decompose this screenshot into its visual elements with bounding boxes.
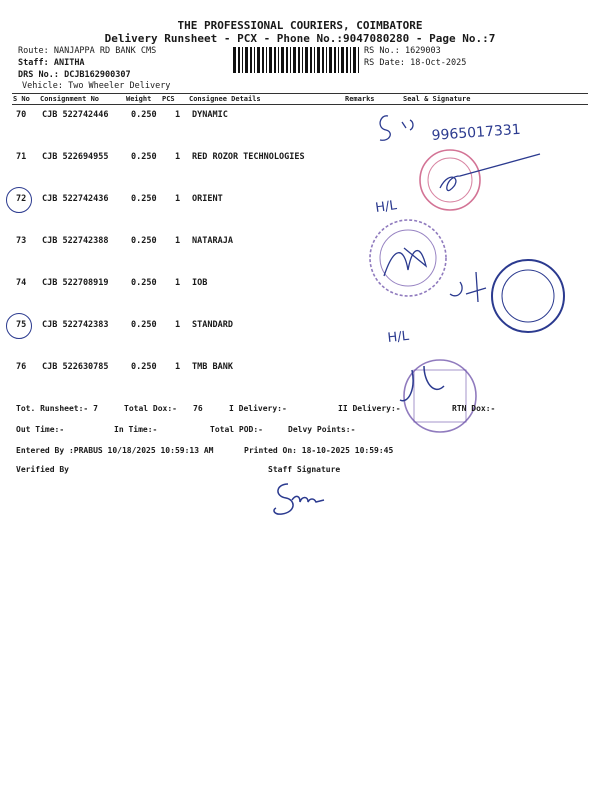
row-weight: 0.250	[131, 194, 157, 204]
handwritten-hl: H/L	[386, 328, 410, 346]
rs-no-label: RS No.:	[364, 46, 400, 56]
barcode-bar	[286, 47, 288, 73]
row-consignment: CJB 522742436	[42, 194, 109, 204]
barcode-bar	[341, 47, 344, 73]
row-pcs: 1	[175, 110, 181, 120]
signature-scribble	[384, 248, 426, 276]
row-sno: 71	[16, 152, 27, 162]
row-consignment: CJB 522630785	[42, 362, 109, 372]
barcode-bar	[350, 47, 351, 73]
row-consignee: STANDARD	[192, 320, 233, 330]
row-pcs: 1	[175, 278, 181, 288]
rs-date-line	[364, 58, 466, 68]
ii-delivery: II Delivery:-	[338, 404, 401, 413]
barcode-bar	[305, 47, 308, 73]
tot-runsheet: Tot. Runsheet:- 7	[16, 404, 98, 413]
route-line	[18, 46, 156, 56]
row-weight: 0.250	[131, 236, 157, 246]
route-label: Route:	[18, 46, 49, 56]
entered-by: Entered By :PRABUS 10/18/2025 10:59:13 AM	[16, 446, 214, 455]
row-consignment: CJB 522742383	[42, 320, 109, 330]
row-consignment: CJB 522694955	[42, 152, 109, 162]
in-time: In Time:-	[114, 425, 158, 434]
staff-signature-label: Staff Signature	[268, 465, 341, 474]
row-consignee: ORIENT	[192, 194, 223, 204]
barcode-bar	[245, 47, 248, 73]
header-rule-bottom	[12, 104, 588, 105]
seals-and-signatures	[340, 108, 590, 438]
handwritten-hl: H/L	[374, 198, 398, 216]
total-pod: Total POD:-	[210, 425, 263, 434]
vehicle-value: Two Wheeler Delivery	[68, 81, 171, 91]
col-weight: Weight	[126, 95, 152, 103]
barcode-bar	[266, 47, 267, 73]
runsheet-title: Delivery Runsheet - PCX - Phone No.:9047080280 - Page No.:7	[104, 32, 496, 45]
row-consignee: RED ROZOR TECHNOLOGIES	[192, 152, 305, 162]
row-pcs: 1	[175, 194, 181, 204]
row-consignment: CJB 522742388	[42, 236, 109, 246]
barcode-bar	[254, 47, 255, 73]
barcode	[233, 47, 359, 73]
col-pcs: PCS	[162, 95, 175, 103]
circle-mark-72	[6, 187, 32, 213]
col-consignee: Consignee Details	[189, 95, 261, 103]
barcode-bar	[310, 47, 312, 73]
vehicle-label: Vehicle:	[22, 81, 63, 91]
barcode-bar	[278, 47, 279, 73]
row-consignee: DYNAMIC	[192, 110, 228, 120]
barcode-bar	[281, 47, 284, 73]
stamp-icon	[370, 220, 446, 296]
drs-label: DRS No.:	[18, 70, 59, 80]
signature-scribble	[440, 154, 540, 191]
row-consignee: IOB	[192, 278, 208, 288]
row-sno: 73	[16, 236, 27, 246]
stamp-icon	[414, 370, 466, 422]
barcode-bar	[293, 47, 296, 73]
rs-date-value: 18-Oct-2025	[410, 58, 467, 68]
staff-line	[18, 58, 85, 68]
barcode-bar	[250, 47, 252, 73]
row-pcs: 1	[175, 320, 181, 330]
barcode-bar	[242, 47, 243, 73]
barcode-bar	[314, 47, 315, 73]
rs-date-label: RS Date:	[364, 58, 405, 68]
barcode-bar	[302, 47, 303, 73]
barcode-bar	[322, 47, 324, 73]
vehicle-line	[22, 81, 170, 91]
col-remarks: Remarks	[345, 95, 375, 103]
stamp-icon	[502, 270, 554, 322]
stamp-icon	[404, 360, 476, 432]
verified-by: Verified By	[16, 465, 69, 474]
delvy-points: Delvy Points:-	[288, 425, 356, 434]
barcode-bar	[238, 47, 240, 73]
drs-value: DCJB162900307	[64, 70, 131, 80]
row-consignee: TMB BANK	[192, 362, 233, 372]
handwritten-phone: 9965017331	[431, 121, 522, 144]
row-consignment: CJB 522708919	[42, 278, 109, 288]
route-value: NANJAPPA RD BANK CMS	[53, 46, 157, 56]
row-sno: 74	[16, 278, 27, 288]
row-sno: 76	[16, 362, 27, 372]
row-consignment: CJB 522742446	[42, 110, 109, 120]
barcode-bar	[334, 47, 336, 73]
row-sno: 72	[16, 194, 27, 204]
out-time: Out Time:-	[16, 425, 65, 434]
row-pcs: 1	[175, 152, 181, 162]
barcode-bar	[233, 47, 236, 73]
drs-line	[18, 70, 131, 80]
row-consignee: NATARAJA	[192, 236, 233, 246]
printed-on: Printed On: 18-10-2025 10:59:45	[244, 446, 394, 455]
col-seal-signature: Seal & Signature	[403, 95, 471, 103]
signature-scribble	[380, 116, 390, 140]
barcode-bar	[353, 47, 356, 73]
staff-value: ANITHA	[53, 58, 85, 68]
barcode-bar	[329, 47, 332, 73]
barcode-bar	[338, 47, 339, 73]
barcode-bar	[346, 47, 348, 73]
barcode-bar	[326, 47, 327, 73]
barcode-bar	[262, 47, 264, 73]
row-sno: 70	[16, 110, 27, 120]
barcode-bar	[317, 47, 320, 73]
rs-no-value: 1629003	[404, 46, 441, 56]
row-sno: 75	[16, 320, 27, 330]
company-name: THE PROFESSIONAL COURIERS, COIMBATORE	[177, 19, 423, 32]
signature-scribble	[402, 120, 413, 130]
barcode-bar	[358, 47, 359, 73]
row-weight: 0.250	[131, 362, 157, 372]
staff-label: Staff:	[18, 58, 49, 68]
total-dox-value: 76	[193, 404, 203, 413]
barcode-bar	[274, 47, 276, 73]
staff-signature-scribble	[270, 478, 340, 522]
row-weight: 0.250	[131, 152, 157, 162]
i-delivery: I Delivery:-	[229, 404, 287, 413]
col-sno: S No	[13, 95, 30, 103]
stamp-icon	[492, 260, 564, 332]
row-weight: 0.250	[131, 110, 157, 120]
header-rule-top	[12, 93, 588, 94]
stamp-icon	[380, 230, 436, 286]
row-weight: 0.250	[131, 320, 157, 330]
row-pcs: 1	[175, 236, 181, 246]
row-pcs: 1	[175, 362, 181, 372]
rs-no-line	[364, 46, 441, 56]
barcode-bar	[298, 47, 300, 73]
row-weight: 0.250	[131, 278, 157, 288]
total-dox-label: Total Dox:-	[124, 404, 177, 413]
circle-mark-75	[6, 313, 32, 339]
barcode-bar	[269, 47, 272, 73]
barcode-bar	[290, 47, 291, 73]
rtn-dox: RTN Dox:-	[452, 404, 496, 413]
col-consignment: Consignment No	[40, 95, 100, 103]
signature-scribble	[450, 272, 486, 302]
barcode-bar	[257, 47, 260, 73]
